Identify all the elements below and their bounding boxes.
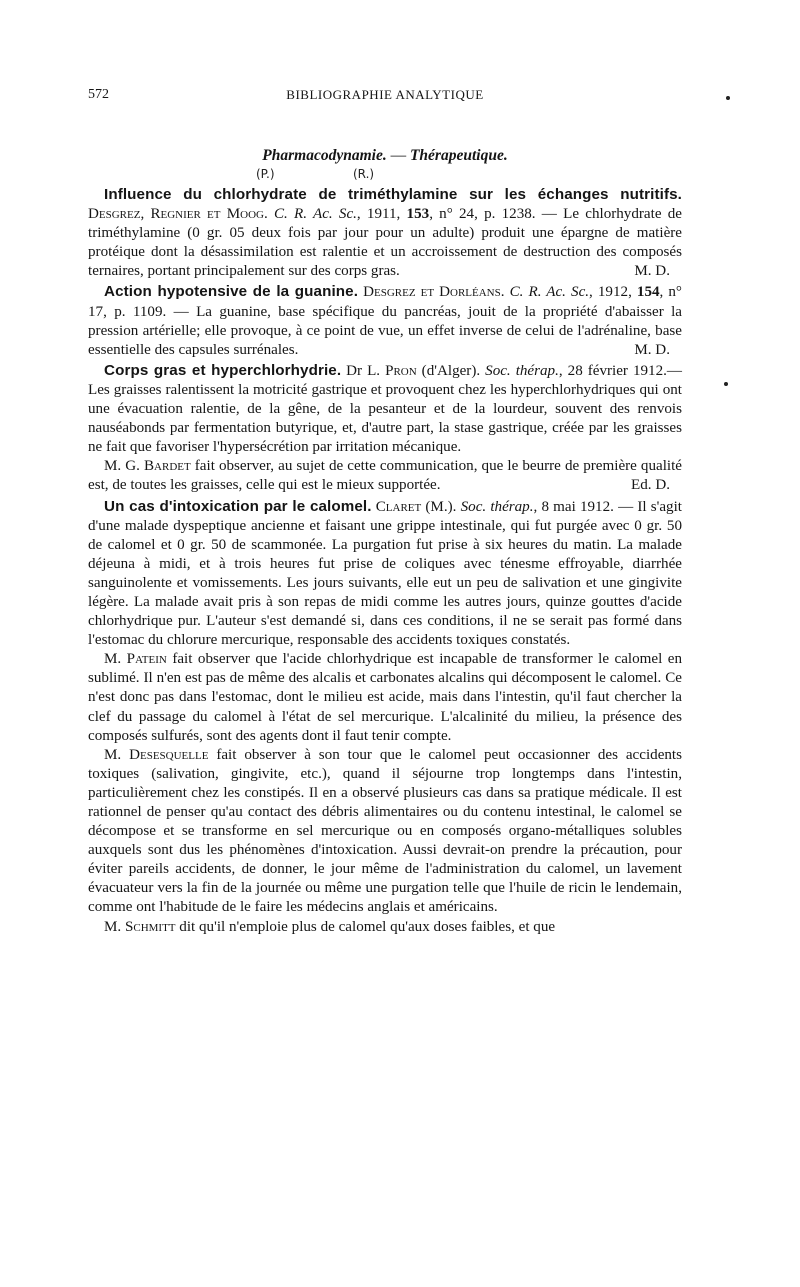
article-journal: C. R. Ac. Sc.: [273, 206, 357, 223]
article-authors: Desgrez et Dorléans.: [363, 284, 505, 301]
article-paragraph: [88, 282, 682, 359]
article-trimethylamine: [88, 185, 682, 281]
comment-prefix: M.: [104, 746, 130, 763]
scan-speck: [726, 96, 730, 100]
article-signature: M. D.: [634, 341, 670, 358]
article-volume: 154: [636, 284, 660, 301]
article-journal: Soc. thérap.: [485, 362, 559, 379]
article-calomel: [88, 497, 682, 937]
article-body: — La guanine, base spécifique du pancréas, jouit de la propriété d'abaisser la pression artérielle; elle provoque, à ce point de vue, un effet inverse de celui de l'adrénaline, base essentielle des capsules surrénales.: [88, 303, 682, 358]
comment-text: fait observer que l'acide chlorhydrique est incapable de transformer le calomel en sublimé. Il n'en est pas de même des alcalis et carbonates alcalins qui décomposent le calomel. Ce n'est donc pas dans l'estomac, dont le milieu est acide, mais dans l'intestin, qu'il faut chercher la clef du passage du calomel à l'état de sel mercurique. L'alcalinité du milieu, la présence des composés sulfurés, sont des agents dont il faut tenir compte.: [88, 651, 682, 744]
article-comment: [88, 918, 682, 937]
article-ref-tail: , n° 17, p. 1109.: [88, 284, 682, 320]
article-ref: , 28 février 1912.: [558, 362, 667, 379]
section-title-left: Pharmacodynamie.: [262, 147, 387, 164]
running-header: [88, 85, 682, 105]
comment-speaker: Schmitt: [124, 918, 176, 935]
article-ref: , 1911,: [356, 206, 407, 223]
article-ref: , 1912,: [589, 284, 637, 301]
article-journal: C. R. Ac. Sc.: [509, 284, 590, 301]
comment-text: dit qu'il n'emploie plus de calomel qu'aux doses faibles, et que: [175, 918, 556, 935]
comment-speaker: Bardet: [143, 458, 191, 475]
article-paragraph: [88, 361, 682, 457]
handwritten-mark-p: (P.): [256, 167, 275, 181]
article-list: [88, 185, 682, 938]
section-heading: [88, 146, 682, 165]
article-title: Corps gras et hyperchlorhydrie.: [104, 361, 342, 379]
handwritten-mark-r: (R.): [353, 167, 375, 181]
comment-text: fait observer, au sujet de cette communication, que le beurre de première qualité est, de toutes les graisses, celle qui est le mieux supportée.: [88, 458, 682, 494]
article-signature: Ed. D.: [631, 477, 670, 494]
article-paragraph: [88, 185, 682, 281]
article-ref-tail: , n° 24, p. 1238.: [429, 206, 536, 223]
article-title: Un cas d'intoxication par le calomel.: [104, 497, 372, 515]
article-title: Influence du chlorhydrate de triméthylamine sur les échanges nutritifs.: [104, 186, 682, 203]
article-comment: [88, 746, 682, 918]
comment-prefix: M. G.: [104, 458, 144, 475]
section-title-right: Thérapeutique.: [409, 147, 508, 164]
comment-speaker: Patein: [126, 651, 167, 668]
comment-prefix: M.: [104, 918, 125, 935]
article-ref: , 8 mai 1912.: [533, 498, 614, 515]
article-body: —Les graisses ralentissent la motricité gastrique et provoquent chez les hyperchlorhydriques qui ont une évacuation ralentie, de la gêne, de la pesanteur et de la lourdeur, souvent des renvois nauséabonds par fermentation butyrique, et, d'autre part, la stase gastrique, créée par les graisses ne fait que favoriser l'hypersécrétion par irritation mécanique.: [88, 362, 682, 456]
article-title: Action hypotensive de la guanine.: [104, 283, 359, 301]
section-dash: —: [390, 147, 407, 164]
article-author: Pron: [385, 362, 417, 379]
article-author-affil: (M.).: [421, 498, 461, 515]
article-corps-gras: [88, 361, 682, 496]
comment-text: fait observer à son tour que le calomel peut occasionner des accidents toxiques (salivation, gingivite, etc.), quand il séjourne trop longtemps dans l'intestin, particulièrement chez les constipés. Il en a observé plusieurs cas dans sa pratique médicale. Il est rationnel de penser qu'au contact des débris alimentaires ou du contenu intestinal, le calomel se décompose et se transforme en sel mercurique ou en composés organo-métalliques solubles auxquels sont dus les phénomènes d'intoxication. Aussi devrait-on prendre la précaution, pour éviter pareils accidents, de donner, le jour même de l'administration du calomel, un lavement évacuateur vers la fin de la journée ou même une purgation telle que l'huile de ricin le lendemain, comme ont l'habitude de le faire les médecins anglais et américains.: [88, 746, 683, 916]
article-signature: M. D.: [634, 263, 670, 280]
article-comment: [88, 650, 682, 745]
article-author: Claret: [375, 498, 422, 515]
article-guanine: [88, 282, 682, 359]
article-body: — Il s'agit d'une malade dyspeptique ancienne et faisant une grippe intestinale, qui fut purgée avec 0 gr. 50 de calomel et 0 gr. 50 de scammonée. La purgation fut prise à six heures du matin. La malade déjeuna à midi, et à trois heures fut prise de coliques avec ténesme effroyable, diarrhée sanguinolente et vomissements. Les jours suivants, elle eut un peu de salivation et une gingivite légère. La malade avait pris à son repas de midi comme les autres jours, quinze gouttes d'acide chlorhydrique pur. L'auteur s'est demandé si, dans ces conditions, il ne se serait pas formé dans l'estomac du chlorure mercurique, responsable des accidents toxiques constatés.: [88, 498, 682, 649]
comment-prefix: M.: [104, 651, 127, 668]
article-authors: Desgrez, Regnier et Moog.: [88, 206, 268, 223]
comment-speaker: Desesquelle: [129, 746, 209, 763]
scan-speck: [724, 382, 728, 386]
article-body: — Le chlorhydrate de triméthylamine (0 gr. 05 deux fois par jour pour un adulte) produit une épargne de matière protéique dont la désassimilation est ralentie et un accroissement de destruction des composés ternaires, portant principalement sur des corps gras.: [88, 206, 682, 280]
article-comment: [88, 457, 682, 495]
article-volume: 153: [406, 206, 430, 223]
article-journal: Soc. thérap.: [460, 498, 534, 515]
journal-page: [88, 0, 682, 1287]
article-paragraph: [88, 497, 682, 651]
running-title: BIBLIOGRAPHIE ANALYTIQUE: [286, 87, 484, 102]
article-author-affil: (d'Alger).: [416, 362, 486, 379]
article-author-prefix: Dr L.: [346, 362, 386, 379]
page-number: 572: [88, 87, 109, 102]
